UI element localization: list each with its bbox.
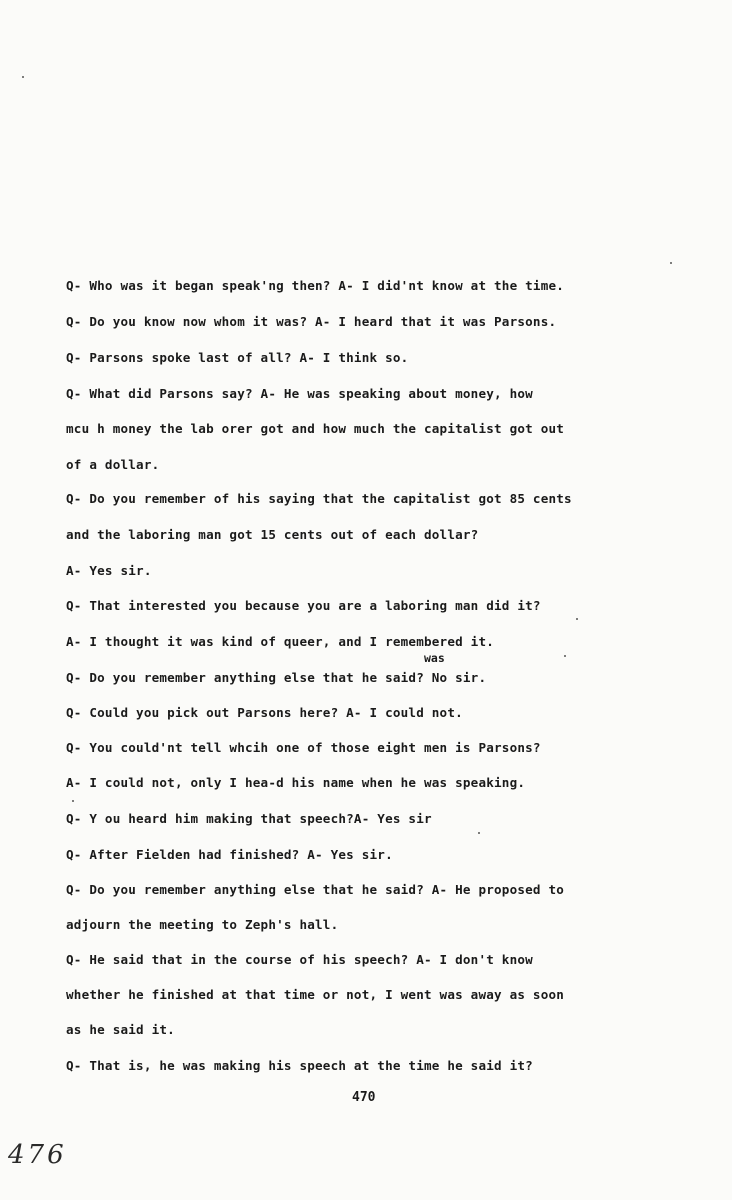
handwritten-page-number: 476 [8, 1140, 67, 1170]
transcript-line: mcu h money the lab orer got and how much the capitalist got out [66, 421, 565, 436]
transcript-line: Q- He said that in the course of his speech? A- I don't know [66, 952, 533, 967]
interlinear-insert: was [424, 651, 445, 665]
scan-speck [576, 618, 578, 620]
scan-speck [670, 262, 672, 264]
transcript-line: Q- That is, he was making his speech at the time he said it? [66, 1058, 533, 1073]
transcript-line: Q- Who was it began speak'ng then? A- I did'nt know at the time. [66, 278, 565, 293]
transcript-line: A- I thought it was kind of queer, and I remembered it. [66, 634, 495, 649]
transcript-line: Q- You could'nt tell whcih one of those eight men is Parsons? [66, 740, 541, 755]
scan-speck [478, 832, 480, 834]
transcript-line: Q- Do you remember of his saying that the capitalist got 85 cents [66, 491, 572, 506]
transcript-line: Q- That interested you because you are a laboring man did it? [66, 598, 541, 613]
transcript-line: Q- Do you remember anything else that he said? No sir. [66, 670, 487, 685]
transcript-line: Q- Y ou heard him making that speech?A- Yes sir [66, 811, 432, 826]
transcript-line: Q- After Fielden had finished? A- Yes sir. [66, 847, 393, 862]
transcript-line: Q- Do you know now whom it was? A- I heard that it was Parsons. [66, 314, 557, 329]
transcript-line: Q- What did Parsons say? A- He was speaking about money, how [66, 386, 533, 401]
transcript-line: Q- Could you pick out Parsons here? A- I could not. [66, 705, 463, 720]
scan-speck [22, 76, 24, 78]
transcript-line: A- Yes sir. [66, 563, 152, 578]
transcript-line: adjourn the meeting to Zeph's hall. [66, 917, 339, 932]
transcript-line: Q- Parsons spoke last of all? A- I think so. [66, 350, 409, 365]
transcript-line: as he said it. [66, 1022, 175, 1037]
transcript-line: A- I could not, only I hea-d his name when he was speaking. [66, 775, 526, 790]
transcript-line: Q- Do you remember anything else that he said? A- He proposed to [66, 882, 565, 897]
transcript-line: whether he finished at that time or not, I went was away as soon [66, 987, 565, 1002]
scan-speck [564, 655, 566, 657]
transcript-line: of a dollar. [66, 457, 160, 472]
scan-speck [72, 800, 74, 802]
page-number: 470 [352, 1090, 376, 1105]
transcript-line: and the laboring man got 15 cents out of each dollar? [66, 527, 479, 542]
